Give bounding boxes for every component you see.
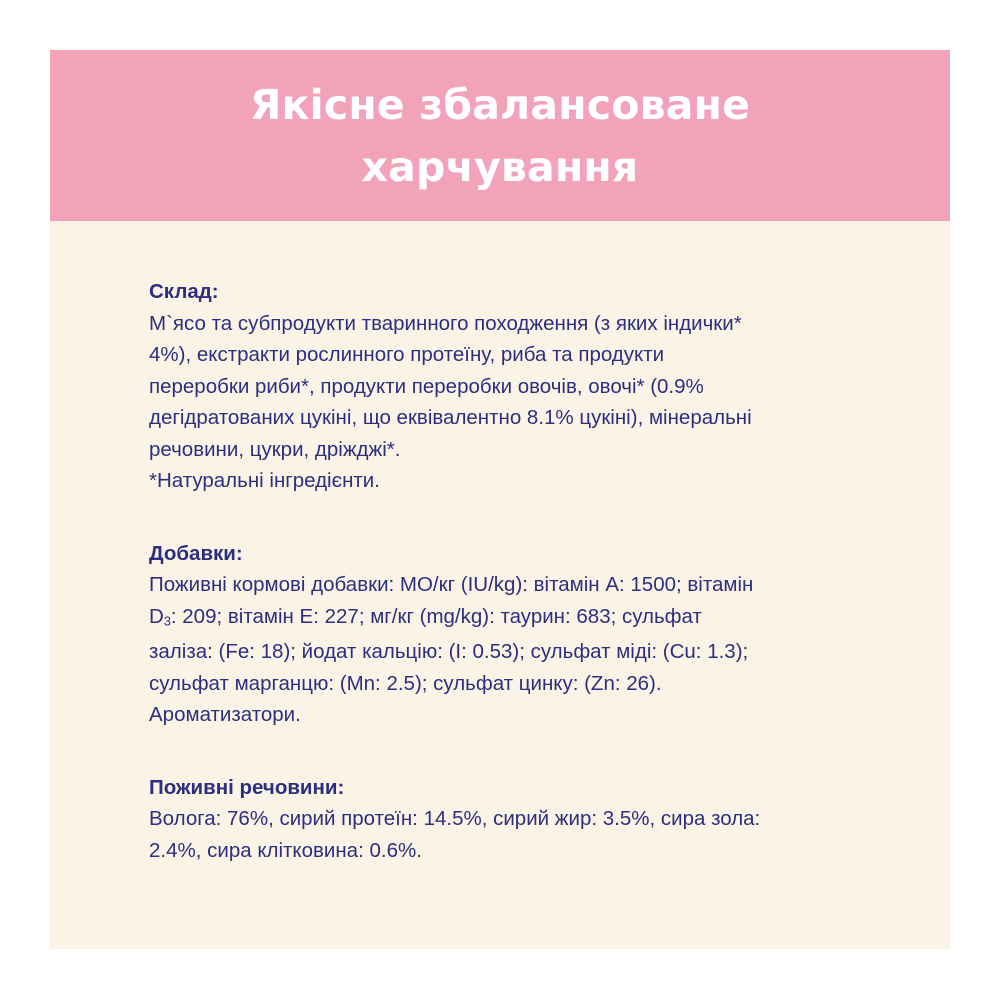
content-body xyxy=(149,276,869,866)
page-title xyxy=(120,74,880,198)
composition-line: М`ясо та субпродукти тваринного походження (з яких індички* xyxy=(149,311,742,335)
nutrients-line: 2.4%, сира клітковина: 0.6%. xyxy=(149,838,422,862)
nutrients-heading: Поживні речовини: xyxy=(149,775,345,799)
nutrients-section xyxy=(149,772,869,867)
composition-section xyxy=(149,276,869,497)
additives-line xyxy=(149,601,869,637)
additives-line-rest: : 209; вітамін Е: 227; мг/кг (mg/kg): таурин: 683; сульфат xyxy=(170,604,702,628)
composition-heading: Склад: xyxy=(149,280,219,303)
composition-line: 4%), екстракти рослинного протеїну, риба та продукти xyxy=(149,343,665,366)
vitamin-d-letter: D xyxy=(149,604,164,628)
composition-line: переробки риби*, продукти переробки овочів, овочі* (0.9% xyxy=(149,374,704,398)
additives-section xyxy=(149,538,869,731)
additives-heading: Добавки: xyxy=(149,541,243,565)
vitamin-d-subscript: 3 xyxy=(163,612,171,628)
composition-line: речовини, цукри, дріжджі*. xyxy=(149,437,401,461)
additives-line: Ароматизатори. xyxy=(149,703,301,727)
title-line: Якісне збалансоване xyxy=(249,80,751,129)
composition-line: дегідратованих цукіні, що еквівалентно 8.1% цукіні), мінеральні xyxy=(149,406,752,429)
additives-line: сульфат марганцю: (Mn: 2.5); сульфат цинку: (Zn: 26). xyxy=(149,671,662,695)
natural-ingredients-note: *Натуральні інгредієнти. xyxy=(149,469,380,492)
additives-line: заліза: (Fe: 18); йодат кальцію: (I: 0.53); сульфат міді: (Cu: 1.3); xyxy=(149,640,749,664)
additives-line: Поживні кормові добавки: МО/кг (IU/kg): вітамін А: 1500; вітамін xyxy=(149,573,754,596)
nutrients-line: Волога: 76%, сирий протеїн: 14.5%, сирий жир: 3.5%, сира зола: xyxy=(149,807,761,831)
info-card xyxy=(50,50,950,949)
title-line: харчування xyxy=(361,142,639,191)
header-banner xyxy=(50,50,950,221)
